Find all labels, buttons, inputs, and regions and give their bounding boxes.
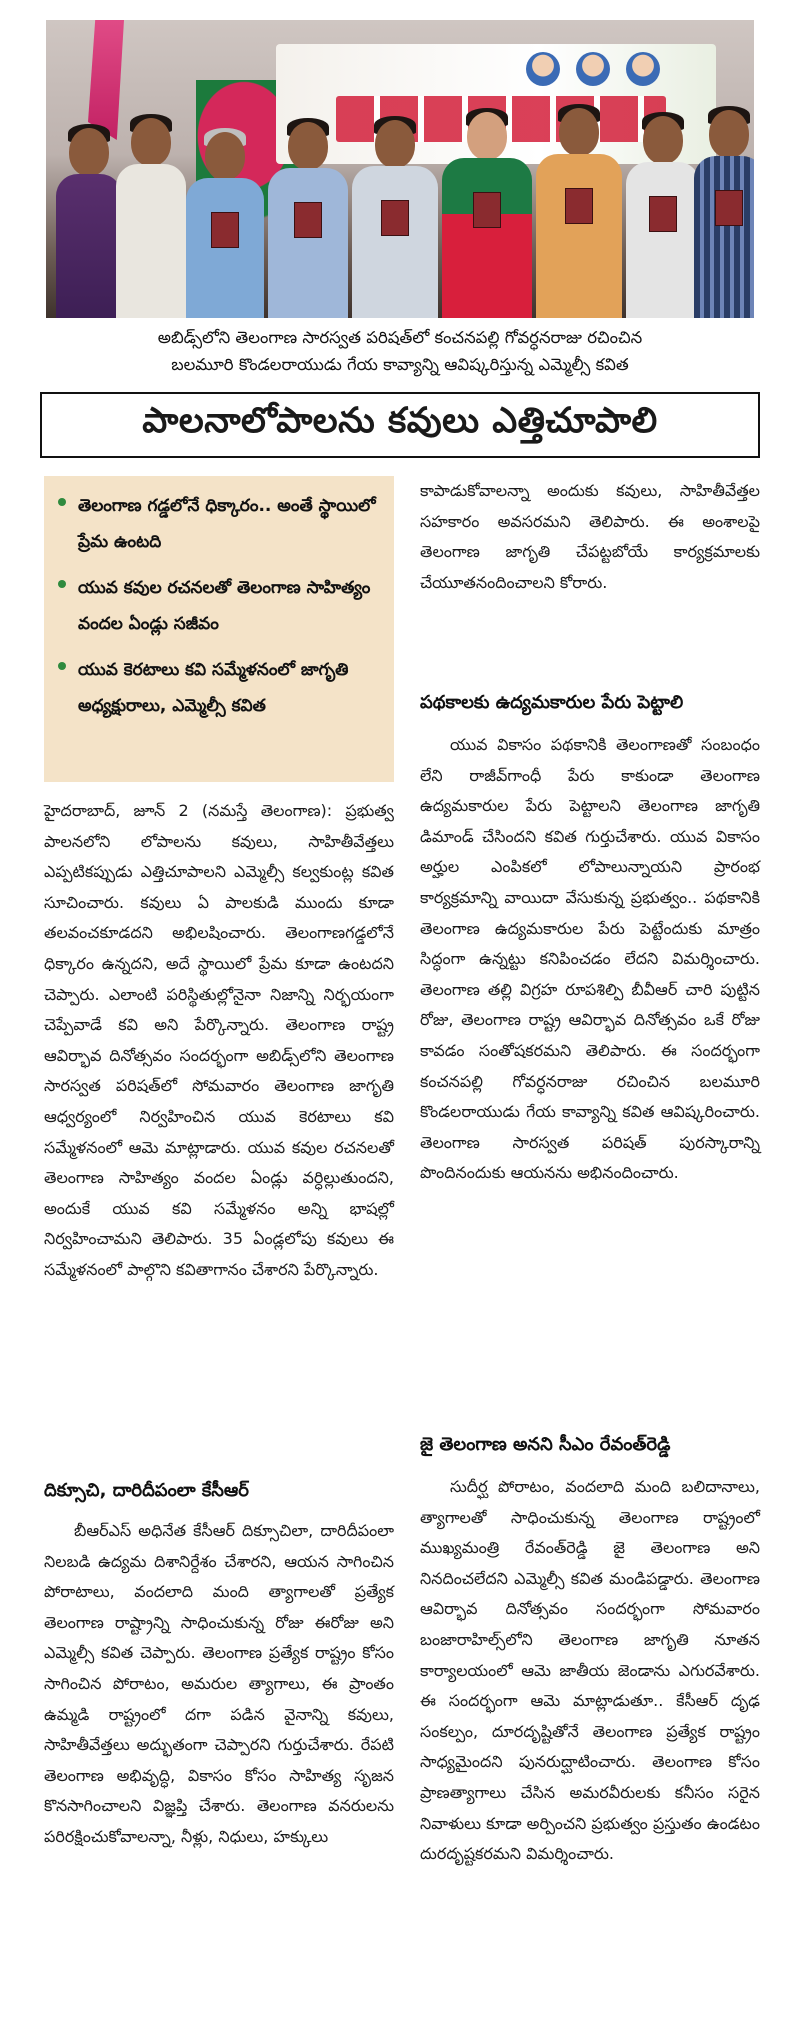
photo-caption [40,324,760,378]
banner-portrait [576,52,610,86]
person [352,120,438,318]
person [442,112,532,318]
event-photo [46,20,754,318]
caption-line: అబిడ్స్‌లోని తెలంగాణ సారస్వత పరిషత్‌లో కంచనపల్లి గోవర్ధనరాజు రచించిన [157,328,643,347]
banner-portrait [526,52,560,86]
caption-line: బలమూరి కొండలరాయుడు గేయ కావ్యాన్ని ఆవిష్కరిస్తున్న ఎమ్మెల్సీ కవిత [171,355,629,374]
bullet-icon [58,580,66,588]
highlight-item: తెలంగాణ గడ్డలోనే ధిక్కారం.. అంతే స్థాయిలో ప్రేమ ఉంటది [56,488,384,560]
person [626,116,700,318]
highlight-item: యువ కవుల రచనలతో తెలంగాణ సాహిత్యం వందల ఏండ్లు సజీవం [56,570,384,642]
headline: పాలనాలోపాలను కవులు ఎత్తిచూపాలి [40,392,760,458]
left-column-para1: హైదరాబాద్, జూన్ 2 (నమస్తే తెలంగాణ): ప్రభుత్వ పాలనలోని లోపాలను కవులు, సాహితీవేత్తలు ఎప్పటికప్పుడు ఎత్తిచూపాలని ఎమ్మెల్సీ కల్వకుంట్ల కవిత సూచించారు. కవులు ఏ పాలకుడి ముందు కూడా తలవంచకూడదని అభిలషించారు. తెలంగాణగడ్డలోనే ధిక్కారం ఉన్నదని, అదే స్థాయిలో ప్రేమ కూడా ఉంటదని చెప్పారు. ఎలాంటి పరిస్థితుల్లోనైనా నిజాన్ని నిర్భయంగా చెప్పేవాడే కవి అని పేర్కొన్నారు. తెలంగాణ రాష్ట్ర ఆవిర్భావ దినోత్సవం సందర్భంగా అబిడ్స్‌లోని తెలంగాణ సారస్వత పరిషత్‌లో సోమవారం తెలంగాణ జాగృతి ఆధ్వర్యంలో నిర్వహించిన యువ కెరటాలు కవి సమ్మేళనంలో ఆమె మాట్లాడారు. యువ కవుల రచనలతో తెలంగాణ సాహిత్యం వందల ఏండ్లు వర్ధిల్లుతుందని, అందుకే యువ కవి సమ్మేళనం అన్ని భాషల్లో నిర్వహించామని తెలిపారు. 35 ఏండ్లలోపు కవులు ఈ సమ్మేళనంలో పాల్గొని కవితాగానం చేశారని పేర్కొన్నారు. [44,801,394,1279]
right-column-para1: కాపాడుకోవాలన్నా అందుకు కవులు, సాహితీవేత్తల సహకారం అవసరమని తెలిపారు. ఈ అంశాలపై తెలంగాణ జాగృతి చేపట్టబోయే కార్యక్రమాలకు చేయూతనందించాలని కోరారు. [420,481,760,592]
person [694,110,754,318]
banner-portrait [626,52,660,86]
person [536,108,622,318]
person [186,132,264,318]
right-column-para2: యువ వికాసం పథకానికి తెలంగాణతో సంబంధం లేని రాజీవ్‌గాంధీ పేరు కాకుండా తెలంగాణ ఉద్యమకారుల పేరు పెట్టాలని తెలంగాణ జాగృతి డిమాండ్ చేసిందని కవిత గుర్తుచేశారు. యువ వికాసం అర్హుల ఎంపికలో లోపాలున్నాయని ప్రారంభ కార్యక్రమాన్ని వాయిదా వేసుకున్న ప్రభుత్వం.. పథకానికి తెలంగాణ ఉద్యమకారుల పేరు పెట్టేందుకు మాత్రం సిద్ధంగా ఉన్నట్టు కనిపించడం లేదని విమర్శించారు. తెలంగాణ తల్లి విగ్రహ రూపశిల్పి బీవీఆర్ చారి పుట్టిన రోజు, తెలంగాణ రాష్ట్ర ఆవిర్భావ దినోత్సవం ఒకే రోజు కావడం సంతోషకరమని తెలిపారు. ఈ సందర్భంగా కంచనపల్లి గోవర్ధనరాజు రచించిన బలమూరి కొండలరాయుడు గేయ కావ్యాన్ని కవిత ఆవిష్కరించారు. తెలంగాణ సారస్వత పరిషత్ పురస్కారాన్ని పొందినందుకు ఆయనను అభినందించారు. [420,735,760,1183]
right-column-para3: సుదీర్ఘ పోరాటం, వందలాది మంది బలిదానాలు, త్యాగాలతో సాధించుకున్న తెలంగాణ రాష్ట్రంలో ముఖ్యమంత్రి రేవంత్‌రెడ్డి జై తెలంగాణ అని నినదించలేదని ఎమ్మెల్సీ కవిత మండిపడ్డారు. తెలంగాణ ఆవిర్భావ దినోత్సవం సందర్భంగా సోమవారం బంజారాహిల్స్‌లోని తెలంగాణ జాగృతి నూతన కార్యాలయంలో ఆమె జాతీయ జెండాను ఎగురవేశారు. ఈ సందర్భంగా ఆమె మాట్లాడుతూ.. కేసీఆర్ దృఢ సంకల్పం, దూరదృష్టితోనే తెలంగాణ ప్రత్యేక రాష్ట్రం సాధ్యమైందని పునరుద్ఘాటించారు. తెలంగాణ కోసం ప్రాణత్యాగాలు చేసిన అమరవీరులకు కనీసం సరైన నివాళులు కూడా అర్పించని ప్రభుత్వం ప్రస్తుతం ఉండటం దురదృష్టకరమని విమర్శించారు. [420,1477,760,1864]
left-column-para2: బీఆర్‌ఎస్ అధినేత కేసీఆర్ దిక్సూచిలా, దారిదీపంలా నిలబడి ఉద్యమ దిశానిర్దేశం చేశారని, ఆయన సాగించిన పోరాటాలు, వందలాది మంది త్యాగాలతో ప్రత్యేక తెలంగాణ రాష్ట్రాన్ని సాధించుకున్న రోజు ఈరోజు అని ఎమ్మెల్సీ కవిత చెప్పారు. తెలంగాణ ప్రత్యేక రాష్ట్రం కోసం సాగించిన పోరాటం, అమరుల త్యాగాలు, ఈ ప్రాంతం ఉమ్మడి రాష్ట్రంలో దగా పడిన వైనాన్ని కవులు, సాహితీవేత్తలు అద్భుతంగా చెప్పారని గుర్తుచేశారు. రేపటి తెలంగాణ అభివృద్ధి, వికాసం కోసం సాహిత్య సృజన కొనసాగించాలని విజ్ఞప్తి చేశారు. తెలంగాణ వనరులను పరిరక్షించుకోవాలన్నా, నీళ్లు, నిధులు, హక్కులు [44,1521,394,1846]
person [268,122,348,318]
bullet-icon [58,498,66,506]
highlight-item: యువ కెరటాలు కవి సమ్మేళనంలో జాగృతి అధ్యక్షురాలు, ఎమ్మెల్సీ కవిత [56,652,384,724]
subheading: పథకాలకు ఉద్యమకారుల పేరు పెట్టాలి [420,692,684,713]
bullet-icon [58,662,66,670]
person [116,118,186,318]
highlights-box [44,476,394,782]
person [56,128,122,318]
subheading: జై తెలంగాణ అనని సీఎం రేవంత్‌రెడ్డి [420,1434,671,1455]
subheading: దిక్సూచి, దారిదీపంలా కేసీఆర్ [44,1480,249,1501]
